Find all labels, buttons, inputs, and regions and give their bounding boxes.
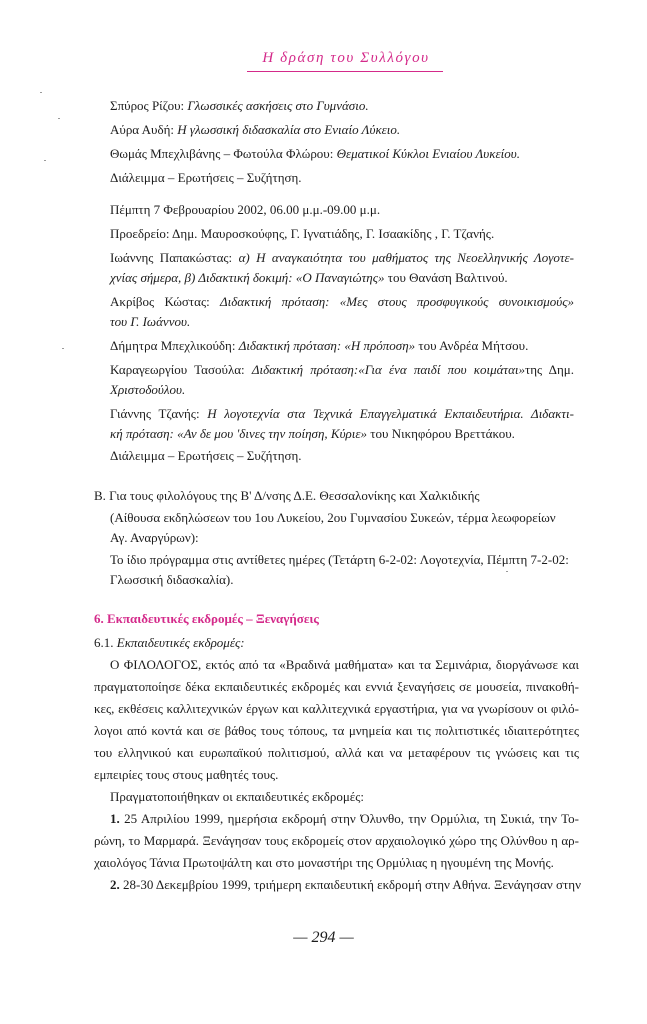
program-line: Διάλειμμα – Ερωτήσεις – Συζήτηση. <box>110 448 302 463</box>
program-line: Ιωάννης Παπακώστας: α) Η αναγκαιότητα του μαθήματος της Νεοελληνικής Λογοτε- <box>110 250 574 265</box>
scan-speck <box>62 348 64 349</box>
list-item: 2. 28-30 Δεκεμβρίου 1999, τριήμερη εκπαιδευτική εκδρομή στην Αθήνα. Ξενάγησαν στην <box>110 877 581 892</box>
paragraph-line: πραγματοποίησε δέκα εκπαιδευτικές εκδρομές και εννιά ξεναγήσεις σε μουσεία, πινακοθή- <box>94 679 579 694</box>
section-b-heading: Β. Για τους φιλολόγους της Β' Δ/νσης Δ.Ε. Θεσσαλονίκης και Χαλκιδικής <box>94 488 480 503</box>
venue-line: Αγ. Αναργύρων): <box>110 530 199 545</box>
program-line: κή πρόταση: «Αν δε μου 'δινες την ποίηση, Κύριε» του Νικηφόρου Βρεττάκου. <box>110 426 515 441</box>
scan-speck <box>44 160 46 161</box>
program-line: Σπύρος Ρίζου: Γλωσσικές ασκήσεις στο Γυμνάσιο. <box>110 98 369 113</box>
page-number: — 294 — <box>293 929 354 946</box>
paragraph-line: ρώνη, το Μαρμαρά. Ξενάγησαν τους εκδρομείς στον αρχαιολογικό χώρο της Ολύνθου η αρ- <box>94 833 579 848</box>
subsection-heading: 6.1. Εκπαιδευτικές εκδρομές: <box>94 635 245 650</box>
program-line: Ακρίβος Κώστας: Διδακτική πρόταση: «Μες στους προσφυγικούς συνοικισμούς» <box>110 294 574 309</box>
paragraph-line: χαιολόγος Τάνια Πρωτοψάλτη και στο μοναστήρι της Ορμύλιας η ηγουμένη της Μονής. <box>94 855 554 870</box>
paragraph-line: εμπειρίες τους στους μαθητές τους. <box>94 767 279 782</box>
program-line: χνίας σήμερα, β) Διδακτική δοκιμή: «Ο Παναγιώτης» του Θανάση Βαλτινού. <box>110 270 508 285</box>
program-line: Διάλειμμα – Ερωτήσεις – Συζήτηση. <box>110 170 302 185</box>
program-line: Καραγεωργίου Τασούλα: Διδακτική πρόταση:«Για ένα παιδί που κοιμάται»της Δημ. <box>110 362 574 377</box>
list-item: 1. 25 Απριλίου 1999, ημερήσια εκδρομή στην Όλυνθο, την Ορμύλια, τη Συκιά, την Το- <box>110 811 579 826</box>
program-line: του Γ. Ιωάννου. <box>110 314 191 329</box>
paragraph-line: κες, εκθέσεις καλλιτεχνικών έργων και καλλιτεχνικά εργαστήρια, για να γνωρίσουν οι φιλό- <box>94 701 579 716</box>
program-line: Δήμητρα Μπεχλικούδη: Διδακτική πρόταση: «Η πρόποση» του Ανδρέα Μήτσου. <box>110 338 529 353</box>
schedule-line: Το ίδιο πρόγραμμα στις αντίθετες ημέρες (Τετάρτη 6-2-02: Λογοτεχνία, Πέμπτη 7-2-02: <box>110 552 569 567</box>
scan-speck <box>58 118 60 119</box>
program-line: Αύρα Αυδή: Η γλωσσική διδασκαλία στο Ενιαίο Λύκειο. <box>110 122 401 137</box>
section-title: 6. Εκπαιδευτικές εκδρομές – Ξεναγήσεις <box>94 611 319 626</box>
venue-line: (Αίθουσα εκδηλώσεων του 1ου Λυκείου, 2ου Γυμνασίου Συκεών, τέρμα λεωφορείων <box>110 510 556 525</box>
scan-speck <box>40 92 42 93</box>
scan-speck <box>506 571 508 572</box>
program-line: Χριστοδούλου. <box>110 382 186 397</box>
paragraph-line: λογοι από κοντά και σε βάθος τους τόπους, τα μνημεία και τις πολιτιστικές ιδιαιτερότητες <box>94 723 579 738</box>
session-date: Πέμπτη 7 Φεβρουαρίου 2002, 06.00 μ.μ.-09.00 μ.μ. <box>110 202 381 217</box>
running-header: Η δράση του Συλλόγου <box>262 50 430 66</box>
schedule-line: Γλωσσική διδασκαλία). <box>110 572 234 587</box>
paragraph-line: του ελληνικού και ευρωπαϊκού πολιτισμού, αλλά και να μεταφέρουν τις γνώσεις και τις <box>94 745 579 760</box>
paragraph-line: Πραγματοποιήθηκαν οι εκπαιδευτικές εκδρομές: <box>110 789 365 804</box>
program-line: Θωμάς Μπεχλιβάνης – Φωτούλα Φλώρου: Θεματικοί Κύκλοι Ενιαίου Λυκείου. <box>110 146 520 161</box>
header-rule <box>247 71 443 72</box>
program-line: Γιάννης Τζανής: Η λογοτεχνία στα Τεχνικά Επαγγελματικά Εκπαιδευτήρια. Διδακτι- <box>110 406 575 421</box>
presidium-line: Προεδρείο: Δημ. Μαυροσκούφης, Γ. Ιγνατιάδης, Γ. Ισαακίδης , Γ. Τζανής. <box>110 226 495 241</box>
paragraph-line: Ο ΦΙΛΟΛΟΓΟΣ, εκτός από τα «Βραδινά μαθήματα» και τα Σεμινάρια, διοργάνωσε και <box>110 657 579 672</box>
